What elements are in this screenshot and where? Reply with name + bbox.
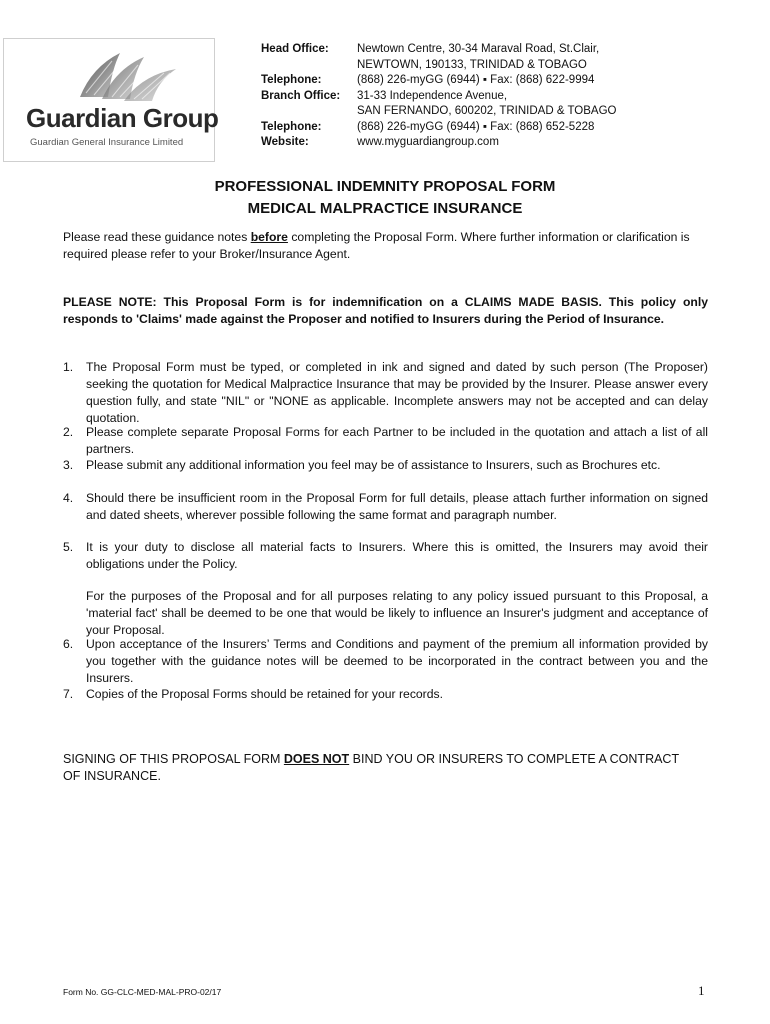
list-item [63,457,708,474]
contact-label: Website: [261,136,309,148]
signing-notice [63,751,683,785]
intro-text: Please read these guidance notes [63,230,251,244]
list-item [63,359,708,427]
item-number: 1. [63,360,74,374]
contact-row [261,89,616,105]
page-number: 1 [698,983,705,998]
contact-row [261,42,616,58]
item-text: Should there be insufficient room in the Proposal Form for full details, please attach further information on signed and dated sheets, wherever possible following the same format and paragraph number. [86,491,708,522]
item-number: 7. [63,687,74,701]
contact-value: Newtown Centre, 30-34 Maraval Road, St.Clair, [357,43,600,55]
item-number: 5. [63,540,74,554]
list-item [63,424,708,458]
item-number: 3. [63,458,74,472]
contact-row [261,104,616,120]
contact-info-block [261,42,616,151]
contact-value: (868) 226-myGG (6944) ▪ Fax: (868) 622-9994 [357,74,595,86]
logo-company-subtitle: Guardian General Insurance Limited [30,137,184,148]
form-subtitle: MEDICAL MALPRACTICE INSURANCE [247,200,523,217]
contact-value: NEWTOWN, 190133, TRINIDAD & TOBAGO [357,58,587,71]
intro-emphasis: before [250,230,288,244]
website-link[interactable]: www.myguardiangroup.com [357,136,499,148]
contact-label [261,58,357,74]
item-text: Copies of the Proposal Forms should be retained for your records. [86,687,444,701]
item-text: Please submit any additional information you feel may be of assistance to Insurers, such as Brochures etc. [86,458,661,472]
item-text: The Proposal Form must be typed, or completed in ink and signed and dated by such person (The Proposer) seeking the quotation for Medical Malpractice Insurance that may be provided by the Insurer. Please answer every question fully, and state "NIL" or "NONE as applicable. Incomplete answers may not be accepted and can delay quotation. [86,360,708,425]
material-fact-paragraph: For the purposes of the Proposal and for all purposes relating to any policy issued pursuant to this Proposal, a 'material fact' shall be deemed to be one that would be likely to influence an Insurer's judgment and acceptance of your Proposal. [86,589,708,637]
contact-label: Head Office: [261,43,329,55]
logo-company-name: Guardian Group [26,103,219,133]
contact-value: SAN FERNANDO, 600202, TRINIDAD & TOBAGO [357,105,617,117]
signing-text-continued: BIND YOU OR INSURERS TO COMPLETE A CONTRACT OF INSURANCE. [63,752,679,783]
contact-label: Telephone: [261,120,322,133]
item-text: It is your duty to disclose all material facts to Insurers. Where this is omitted, the Insurers may avoid their obligations under the Policy. [86,540,708,571]
contact-row [261,135,616,151]
item-text: Upon acceptance of the Insurers’ Terms and Conditions and payment of the premium all information provided by you together with the guidance notes will be deemed to be incorporated in the contract between you and the Insurers. [86,637,708,685]
contact-row [261,73,616,89]
contact-row [261,58,616,74]
intro-text-continued: completing the Proposal Form. Where further information or clarification is required please refer to your Broker/Insurance Agent. [63,230,690,261]
contact-value: 31-33 Independence Avenue, [357,89,508,102]
contact-label: Branch Office: [261,89,341,102]
item-text: Please complete separate Proposal Forms for each Partner to be included in the quotation and attach a list of all partners. [86,425,708,456]
list-item [63,636,708,687]
contact-value: (868) 226-myGG (6944) ▪ Fax: (868) 652-5228 [357,120,595,133]
form-number: Form No. GG-CLC-MED-MAL-PRO-02/17 [63,987,222,997]
intro-paragraph [63,229,708,263]
signing-text: SIGNING OF THIS PROPOSAL FORM [63,752,284,766]
list-item [63,539,708,573]
claims-made-note: PLEASE NOTE: This Proposal Form is for indemnification on a CLAIMS MADE BASIS. This policy only responds to 'Claims' made against the Proposer and notified to Insurers during the Period of Insurance. [63,295,708,326]
signing-emphasis: DOES NOT [283,752,350,766]
list-item [63,490,708,524]
item-number: 2. [63,425,74,439]
company-logo [3,38,219,162]
contact-row [261,120,616,136]
form-title: PROFESSIONAL INDEMNITY PROPOSAL FORM [214,178,556,195]
contact-label [261,104,357,120]
item-number: 4. [63,491,74,505]
list-item [63,686,708,703]
item-number: 6. [63,637,74,651]
contact-label: Telephone: [261,74,322,86]
guardian-wave-logo-icon [72,47,182,105]
